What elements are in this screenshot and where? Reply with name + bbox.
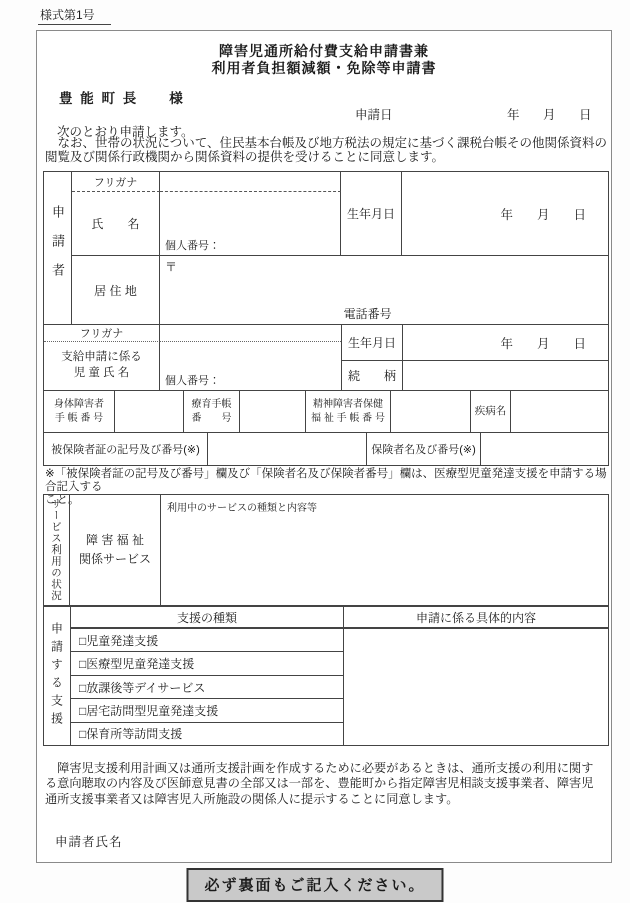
support-detail-column [344, 607, 608, 745]
applicant-birthdate-label: 生年月日 [341, 172, 402, 256]
support-type-column [71, 607, 344, 745]
child-furigana-field[interactable] [160, 325, 341, 342]
service-usage-field[interactable] [161, 495, 608, 605]
applicant-personal-number-label: 個人番号： [165, 240, 220, 252]
applicant-furigana-label: フリガナ [72, 172, 160, 192]
child-name-label-line1: 支給申請に係る [61, 351, 142, 364]
applicant-section [44, 172, 608, 325]
form-title-line2: 利用者負担額減額・免除等申請書 [211, 59, 437, 76]
consent-statement-top: なお、世帯の状況について、住民基本台帳及び地方税法の規定に基づく課税台帳その他関係資料の閲覧及び関係行政機関から関係資料の提供を受けることに同意します。 [45, 136, 608, 164]
support-option-kyotaku-houmon[interactable]: □居宅訪問型児童発達支援 [71, 699, 343, 722]
child-birthdate-year-label: 年 [500, 336, 513, 351]
application-date-year-label: 年 [507, 108, 520, 122]
application-form [36, 30, 612, 863]
applicant-birthdate-field[interactable] [402, 172, 608, 256]
requested-support-table [43, 606, 609, 746]
mental-certificate-label-line2: 福 祉 手 帳 番 号 [311, 412, 385, 424]
insurance-note-line2: こと。 [45, 494, 80, 507]
child-name-label [44, 342, 160, 390]
mental-certificate-label [306, 391, 391, 432]
child-relationship-label: 続 柄 [342, 361, 403, 390]
applicant-residence-label: 居 住 地 [72, 256, 160, 324]
physical-certificate-field[interactable] [115, 391, 184, 432]
form-title [37, 43, 611, 76]
addressee-label: 豊 能 町 長 様 [59, 91, 185, 106]
disease-name-label-text: 疾病名 [474, 405, 507, 418]
child-personal-number-label: 個人番号： [165, 375, 220, 387]
application-date-day-label: 日 [579, 108, 592, 122]
service-usage-section-label: サービス利用の状況 [44, 495, 70, 605]
applicant-signature-label: 申請者氏名 [55, 835, 123, 849]
applicant-child-table [43, 171, 609, 466]
ryoiku-certificate-label-line2: 番 号 [191, 412, 232, 424]
intro-statement: 次のとおり申請します。 [57, 125, 194, 139]
applicant-name-label: 氏 名 [72, 192, 160, 256]
applicant-furigana-field[interactable] [160, 172, 341, 192]
reverse-side-notice-banner: 必ず裏面もご記入ください。 [186, 868, 443, 902]
applicant-residence-field[interactable] [160, 256, 608, 324]
child-relationship-field[interactable] [403, 361, 608, 390]
service-usage-table [43, 494, 609, 606]
physical-certificate-label [44, 391, 115, 432]
support-type-header: 支援の種類 [71, 607, 343, 629]
application-date-row [37, 105, 611, 121]
child-name-field[interactable] [160, 342, 341, 390]
child-furigana-label: フリガナ [44, 325, 160, 342]
mental-certificate-label-line1: 精神障害者保健 [313, 399, 383, 410]
ryoiku-certificate-field[interactable] [240, 391, 306, 432]
welfare-service-label-line1: 障 害 福 祉 [85, 532, 144, 547]
mental-certificate-field[interactable] [391, 391, 471, 432]
certificates-row [44, 391, 608, 433]
physical-certificate-label-line2: 手 帳 番 号 [54, 412, 104, 424]
form-title-line1: 障害児通所給付費支給申請書兼 [219, 43, 429, 59]
insured-card-label: 被保険者証の記号及び番号(※) [44, 433, 208, 465]
child-birthdate-day-label: 日 [573, 336, 586, 351]
applicant-section-label: 申請者 [44, 172, 72, 324]
welfare-service-label-line2: 関係サービス [78, 552, 151, 566]
child-birth-block [342, 325, 608, 390]
child-section [44, 325, 608, 391]
ryoiku-certificate-label-line1: 療育手帳 [191, 399, 232, 410]
disease-name-field[interactable] [511, 391, 608, 432]
insurer-name-label: 保険者名及び番号(※) [367, 433, 481, 465]
consent-statement-bottom: 障害児支援利用計画又は通所支援計画を作成するために必要があるときは、通所支援の利用に関する意向聴取の内容及び医師意見書の全部又は一部を、豊能町から指定障害児相談支援事業者、障害児通所支援事業者又は障害児入所施設の関係人に提示することに同意します。 [45, 761, 594, 806]
disease-name-label [471, 391, 511, 432]
insurer-name-field[interactable] [481, 433, 608, 465]
service-usage-field-header: 利用中のサービスの種類と内容等 [167, 503, 317, 514]
applicant-birthdate-month-label: 月 [536, 207, 550, 222]
child-name-block [44, 325, 342, 390]
insurance-note-line1: ※「被保険者証の記号及び番号」欄及び「保険者名及び保険者番号」欄は、医療型児童発達支援を申請する場合記入する [45, 468, 607, 494]
applicant-name-field[interactable] [160, 192, 341, 256]
support-option-hoikusho-houmon[interactable]: □保育所等訪問支援 [79, 727, 183, 742]
child-birthdate-field[interactable] [403, 325, 608, 361]
support-option-houkago-day[interactable]: □放課後等デイサービス [71, 676, 343, 699]
insurance-row [44, 433, 608, 465]
welfare-service-label [70, 495, 161, 605]
support-option-iryogata[interactable]: □医療型児童発達支援 [71, 652, 343, 675]
postal-mark: 〒 [165, 260, 178, 274]
applicant-birthdate-year-label: 年 [500, 207, 513, 222]
application-date-month-label: 月 [543, 108, 556, 122]
support-detail-field[interactable] [344, 629, 608, 745]
child-birthdate-month-label: 月 [536, 336, 550, 351]
child-birthdate-label: 生年月日 [342, 325, 403, 361]
application-date-label: 申請日 [355, 108, 393, 122]
support-detail-header: 申請に係る具体的内容 [344, 607, 608, 629]
applicant-phone-label: 電話番号 [343, 307, 392, 321]
physical-certificate-label-line1: 身体障害者 [54, 399, 104, 410]
ryoiku-certificate-label [184, 391, 240, 432]
sheet-number-label: 様式第1号 [38, 6, 111, 25]
requested-support-section-label: 申請する支援 [44, 607, 71, 745]
insured-card-field[interactable] [208, 433, 367, 465]
child-name-label-line2: 児 童 氏 名 [73, 367, 130, 379]
support-option-jidou-hattatsu[interactable]: □児童発達支援 [71, 629, 343, 652]
applicant-birthdate-day-label: 日 [573, 207, 586, 222]
